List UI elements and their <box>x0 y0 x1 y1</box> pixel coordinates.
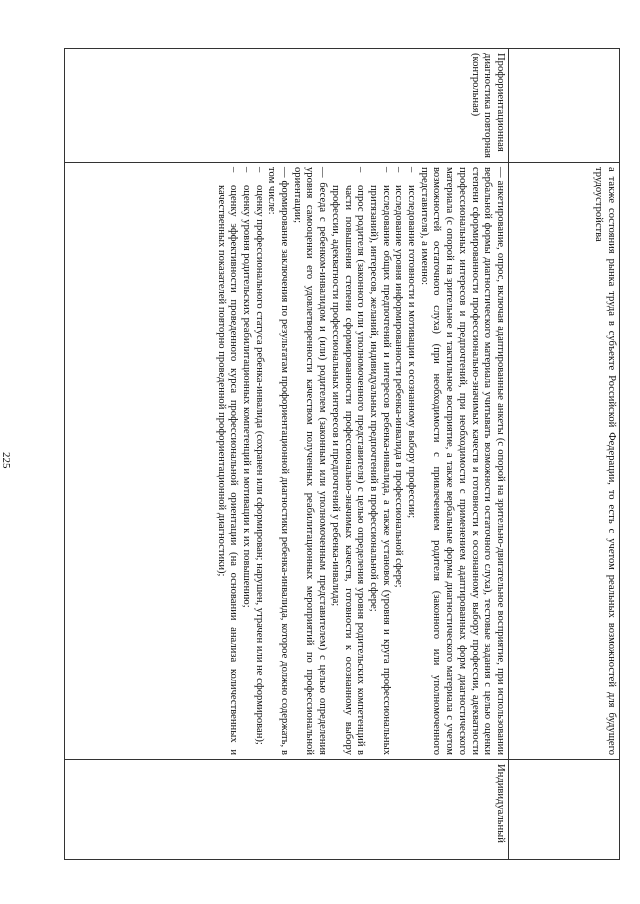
list-item <box>404 167 417 755</box>
list-item-text: исследование готовности и мотивации к осознанному выбору профессии; <box>406 185 418 519</box>
dash-marker: – <box>380 167 392 173</box>
list-item-text: опрос родителя (законного или уполномоченного представителя) с целью определения уровня родительских компетенций в части повышения степени сформированности профессионально-значимых качеств, готовности к осознанному выбору профессии, адекватности профессиональных интересов и предпочтений у ребенка-инвалида; <box>329 185 367 755</box>
table-cell-blank <box>509 760 620 860</box>
list-item <box>239 167 252 755</box>
page-number: 225 <box>0 452 12 469</box>
dash-marker: – <box>240 167 252 173</box>
dash-marker: – <box>355 167 367 173</box>
table-row <box>509 49 620 860</box>
table-row <box>65 49 509 860</box>
continuation-paragraph: а также состояния рынка труда в субъекте Российской Федерации, то есть с учетом реальных возможностей для будущего трудоустройства <box>593 167 617 755</box>
list-item-text: оценку эффективности проведенного курса профессиональной ориентации (на основании анализа количественных и качественных показателей повторно проведенной профориентационной диагностики); <box>215 185 240 755</box>
rehabilitation-table <box>64 48 620 860</box>
service-name-cell <box>65 49 509 163</box>
service-form: Индивидуальный <box>495 764 506 843</box>
list-item-text: исследование общих предпочтений и интересов ребенка-инвалида, а также установок (уровня и круга профессиональных притязаний), интересов, желаний, индивидуальных предпочтений в профессиональной сфере; <box>367 185 392 755</box>
continuation-text <box>509 163 620 760</box>
service-name: Профориентационная диагностика повторная (контрольная) <box>469 53 506 158</box>
list-item-text: оценку уровня родительских реабилитационных компетенций и мотивации к их повышению; <box>240 185 252 608</box>
list-item <box>214 167 239 755</box>
dash-marker: – <box>393 167 405 173</box>
list-item <box>366 167 391 755</box>
service-content-cell <box>65 163 509 760</box>
dash-marker: – <box>253 167 265 173</box>
conversation-paragraph: — беседа с ребенком-инвалидом и (или) родителем (законным или уполномоченным представителем) с целью определения уровня самооценки его удовлетворенности качеством полученных реабилитационных мероприятий по профессиональной ориентации; <box>291 167 329 755</box>
dash-marker: – <box>228 167 240 173</box>
list-item <box>328 167 366 755</box>
table-cell-blank <box>509 49 620 163</box>
dash-marker: – <box>406 167 418 173</box>
list-item <box>392 167 405 755</box>
list-item-text: исследование уровня информированности ребенка-инвалида в профессиональной сфере; <box>393 185 405 588</box>
list-item-text: оценку профессионального статуса ребенка-инвалида (сохранен или сформирован; нарушен, утрачен или не сформирован); <box>253 185 265 745</box>
list-item <box>252 167 265 755</box>
conclusion-paragraph: — формирование заключения по результатам профориентационной диагностики ребенка-инвалида, которое должно содержать, в том числе: <box>266 167 291 755</box>
document-table-sheet <box>64 48 620 860</box>
service-form-cell <box>65 760 509 860</box>
survey-paragraph: — анкетирование, опрос, включая адаптированные анкеты (с опорой на зрительно-двигательное восприятие, при использовании вербальной формы диагностического материала учитывать возможности остаточного слуха), тестовые задания с целью оценки степени сформированности профессионально-значимых качеств и готовности к осознанному выбору профессии, адекватности профессиональных интересов и предпочтений, при необходимости с применением адаптированных форм диагностического материала (с опорой на зрительное и тактильное восприятие, а также вербальные формы диагностического материала с учетом возможностей остаточного слуха) (при необходимости с привлечением родителя (законного или уполномоченного представителя), а именно: <box>418 167 506 755</box>
